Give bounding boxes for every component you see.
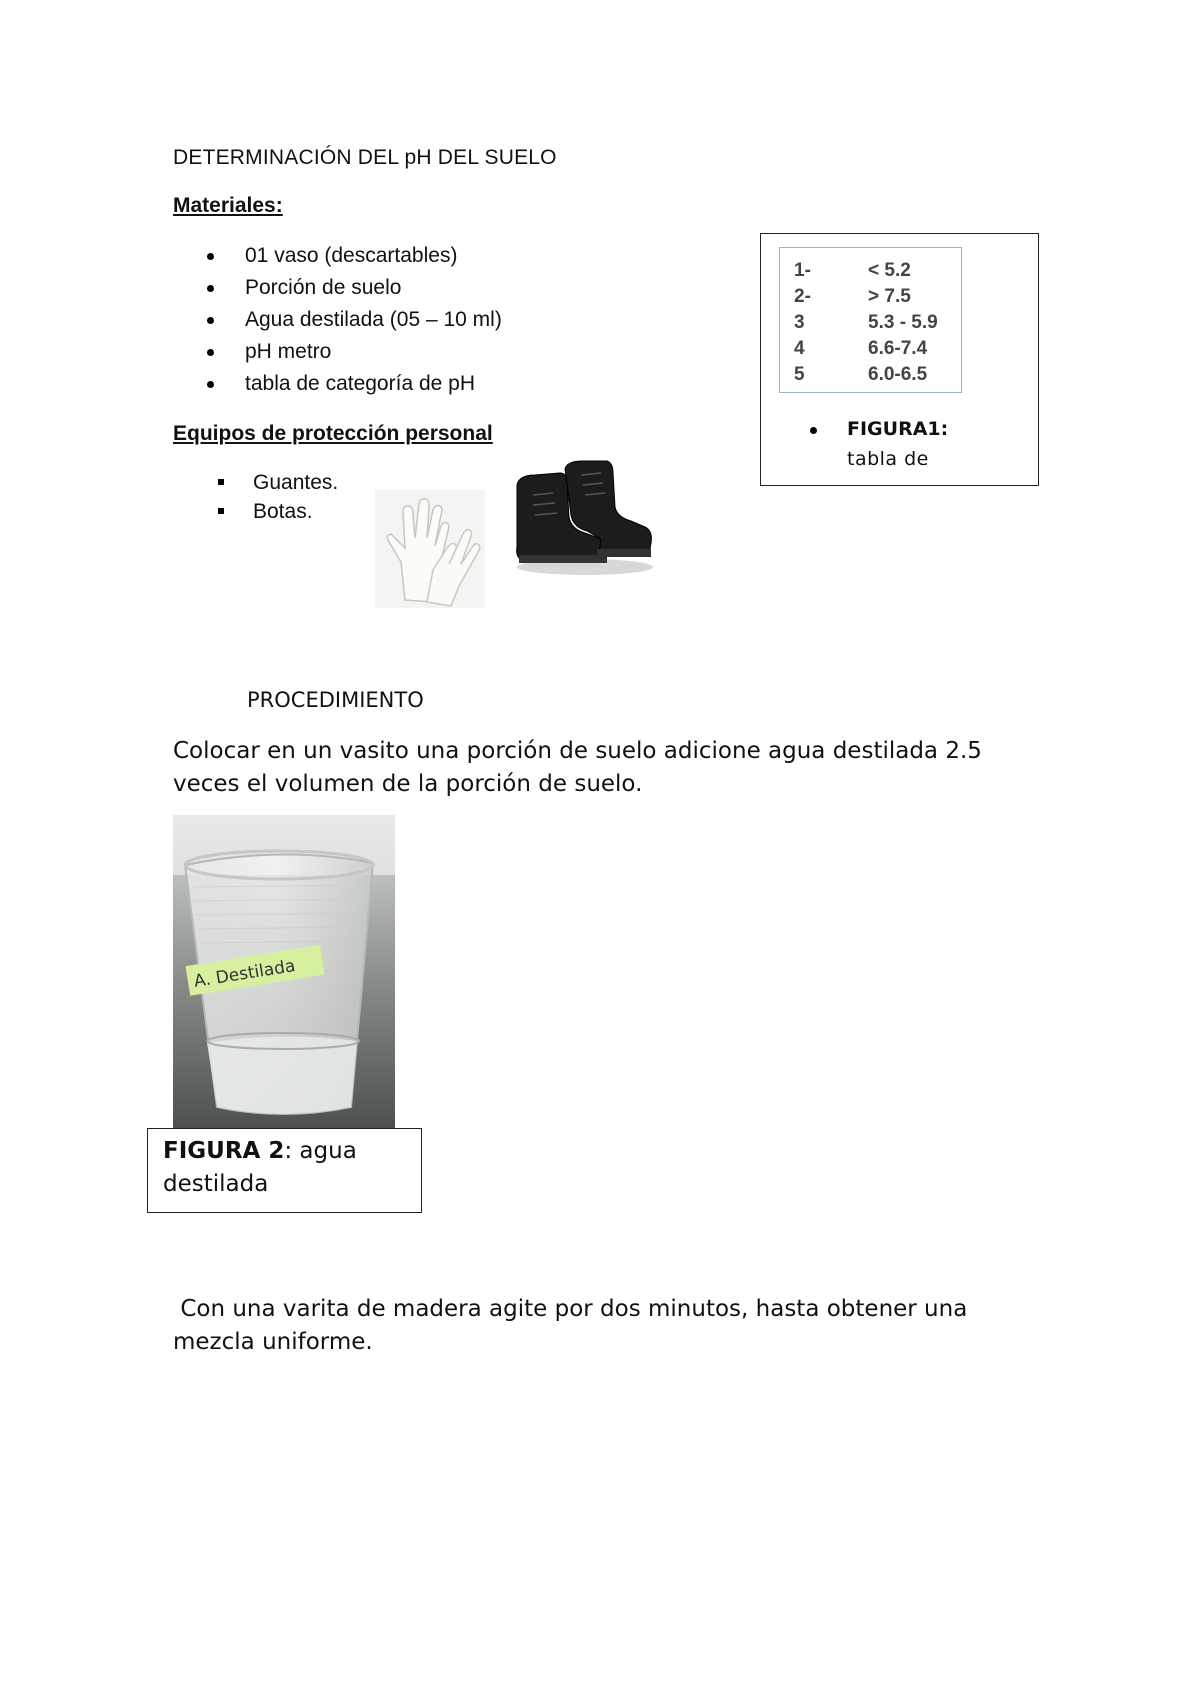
- bullet-icon: [810, 427, 817, 434]
- boots-image: [505, 455, 655, 580]
- procedimiento-heading: PROCEDIMIENTO: [247, 688, 424, 712]
- procedimiento-paragraph-2: Con una varita de madera agite por dos minutos, hasta obtener una mezcla uniforme.: [173, 1296, 975, 1355]
- list-item: tabla de categoría de pH: [173, 368, 502, 400]
- figura1-text: tabla de: [847, 448, 929, 470]
- page-title: DETERMINACIÓN DEL pH DEL SUELO: [173, 146, 557, 169]
- figura1-label: FIGURA1:: [847, 418, 949, 440]
- list-item: 01 vaso (descartables): [173, 240, 502, 272]
- table-row: 3 5.3 - 5.9: [794, 312, 938, 333]
- list-item: pH metro: [173, 336, 502, 368]
- materiales-heading: Materiales:: [173, 194, 283, 217]
- list-item: Agua destilada (05 – 10 ml): [173, 304, 502, 336]
- svg-text:A. Destilada: A. Destilada: [192, 956, 297, 992]
- materiales-list: [173, 240, 502, 400]
- figura2-caption: [147, 1128, 422, 1213]
- ph-category-table: [779, 247, 962, 393]
- figura2-label: FIGURA 2: [163, 1138, 285, 1164]
- list-item: Botas.: [173, 497, 338, 526]
- table-row: 5 6.0-6.5: [794, 364, 928, 385]
- procedimiento-paragraph-1: Colocar en un vasito una porción de suelo adicione agua destilada 2.5 veces el volumen de la porción de suelo.: [173, 738, 982, 797]
- table-row: 4 6.6-7.4: [794, 338, 928, 359]
- table-row: 2- > 7.5: [794, 286, 911, 307]
- list-item: Guantes.: [173, 468, 338, 497]
- list-item: Porción de suelo: [173, 272, 502, 304]
- equipos-heading: Equipos de protección personal: [173, 422, 493, 445]
- equipos-list: [173, 468, 338, 526]
- gloves-image: [375, 490, 485, 608]
- table-row: 1- < 5.2: [794, 260, 911, 281]
- distilled-water-cup-image: [173, 815, 395, 1128]
- figura2-text: : agua destilada: [163, 1138, 357, 1197]
